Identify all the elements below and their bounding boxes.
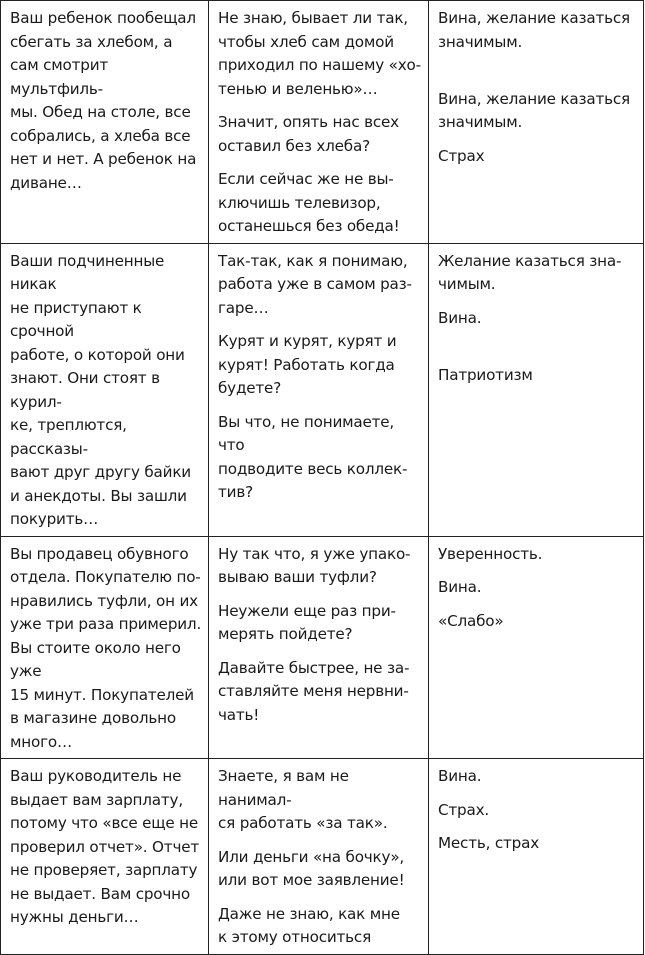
situation-cell xyxy=(1,1,209,244)
feelings-cell xyxy=(429,1,644,244)
situation-text: Ваш руководитель не выдает вам зарплату, потому что «все еще не проверил отчет». Отчет не проверяет, зарплату не выдает. Вам срочно нужны деньги… xyxy=(10,767,200,926)
situation-cell xyxy=(1,759,209,955)
phrases-cell xyxy=(209,243,429,536)
situation-text: Вы продавец обувного отдела. Покупателю по- нравились туфли, он их уже три раза примерил. Вы стоите около него уже 15 минут. Покупателей в магазине довольно много… xyxy=(10,544,202,751)
situation-cell xyxy=(1,536,209,759)
phrase-text: Знаете, я вам не нанимал- ся работать «за так». xyxy=(218,767,388,832)
phrase-text: Даже не знаю, как мне к этому относиться xyxy=(218,904,400,946)
feeling-text: Желание казаться зна- чимым. xyxy=(438,251,622,293)
phrase-text: Ну так что, я уже упако- вываю ваши туфли? xyxy=(218,544,411,586)
table-row xyxy=(1,243,644,536)
feelings-cell xyxy=(429,243,644,536)
feeling-text: Страх xyxy=(438,146,485,165)
phrases-cell xyxy=(209,1,429,244)
feelings-cell xyxy=(429,536,644,759)
feeling-text: Вина, желание казаться значимым. xyxy=(438,89,630,131)
situation-text: Ваш ребенок пообещал сбегать за хлебом, а сам смотрит мультфиль- мы. Обед на столе, все собрались, а хлеба все нет и нет. А ребенок на диване… xyxy=(10,9,197,192)
feeling-text: Вина. xyxy=(438,308,482,327)
table-row xyxy=(1,536,644,759)
situation-cell xyxy=(1,243,209,536)
feeling-text: Вина, желание казаться значимым. xyxy=(438,9,630,51)
feeling-text: Вина. xyxy=(438,578,482,596)
table-row xyxy=(1,759,644,955)
phrases-cell xyxy=(209,536,429,759)
phrase-text: Или деньги «на бочку», или вот мое заявление! xyxy=(218,847,405,889)
phrase-text: Если сейчас же не вы- ключишь телевизор, останешься без обеда! xyxy=(218,170,400,235)
phrase-text: Давайте быстрее, не за- ставляйте меня нервни- чать! xyxy=(218,658,410,724)
phrase-text: Значит, опять нас всех оставил без хлеба? xyxy=(218,113,399,155)
feeling-text: Месть, страх xyxy=(438,834,539,852)
feeling-text: Вина. xyxy=(438,767,482,785)
feelings-cell xyxy=(429,759,644,955)
situation-text: Ваши подчиненные никак не приступают к срочной работе, о которой они знают. Они стоят в курил- ке, треплются, рассказы- вают друг другу байки и анекдоты. Вы зашли покурить… xyxy=(10,251,191,528)
phrase-text: Вы что, не понимаете, что подводите весь коллек- тив? xyxy=(218,412,408,501)
phrase-text: Курят и курят, курят и курят! Работать когда будете? xyxy=(218,332,397,397)
table-row xyxy=(1,1,644,244)
phrase-text: Неужели еще раз при- мерять пойдете? xyxy=(218,601,396,643)
phrase-text: Не знаю, бывает ли так, чтобы хлеб сам домой приходил по нашему «хо- тенью и веленью»… xyxy=(218,9,421,98)
feeling-text: Уверенность. xyxy=(438,544,543,563)
feeling-text: «Слабо» xyxy=(438,611,504,630)
feeling-text: Патриотизм xyxy=(438,365,533,384)
feeling-text: Страх. xyxy=(438,800,490,819)
phrases-cell xyxy=(209,759,429,955)
phrase-text: Так-так, как я понимаю, работа уже в самом раз- гаре… xyxy=(218,251,412,317)
